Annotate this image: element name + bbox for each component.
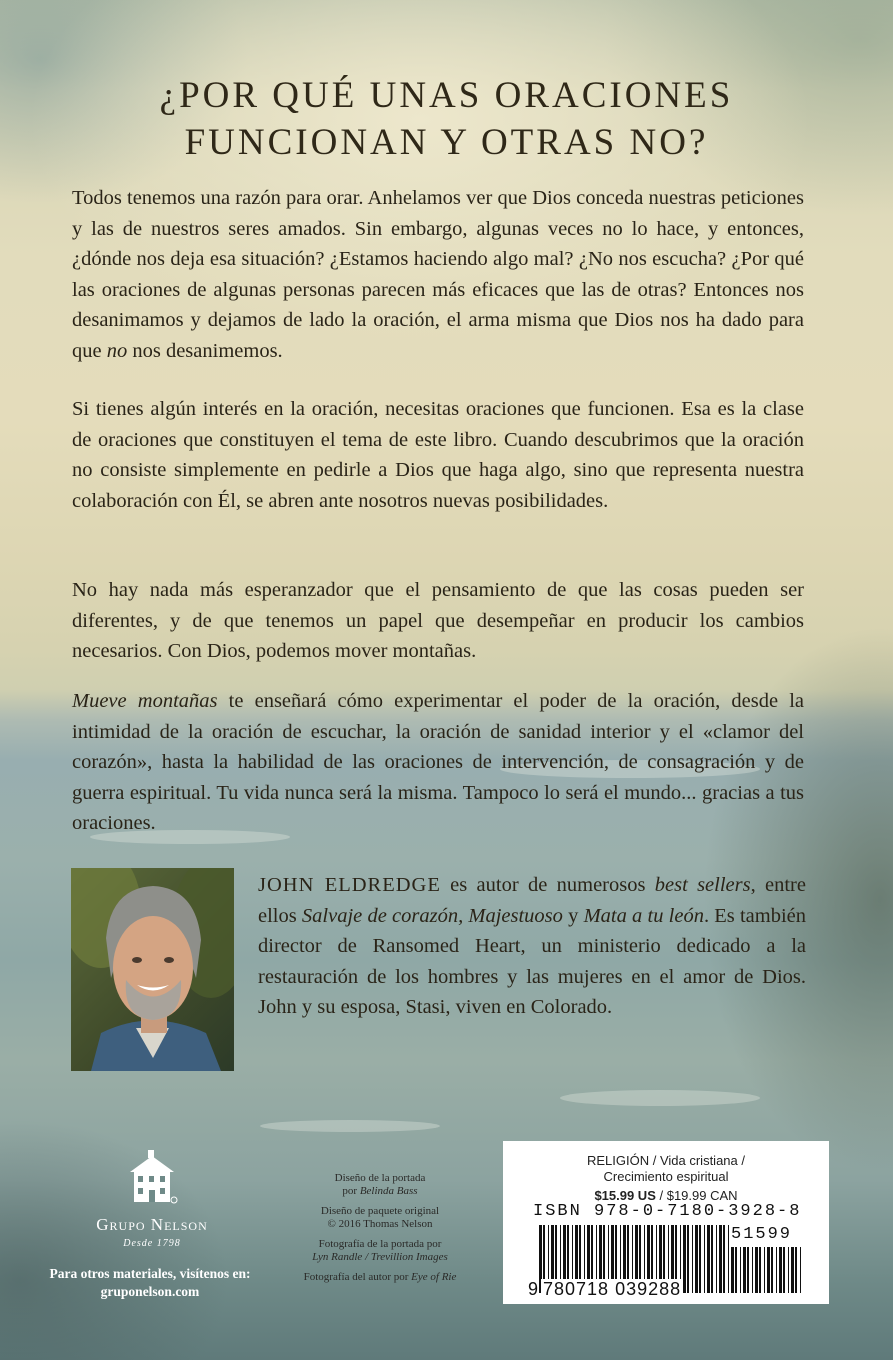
barcode-bar — [791, 1247, 794, 1293]
paragraph-1 — [72, 183, 804, 367]
barcode-box — [503, 1141, 829, 1304]
publisher-logo — [72, 1148, 232, 1249]
barcode-first-digit: 9 — [528, 1279, 539, 1299]
credit-cover-photo — [280, 1238, 480, 1264]
barcode-bar — [788, 1247, 789, 1293]
barcode-bar — [740, 1247, 741, 1293]
visit-label: Para otros materiales, visítenos en: — [49, 1266, 251, 1281]
paragraph-1-text-b: nos desanimemos. — [127, 339, 283, 362]
barcode-bar — [716, 1225, 717, 1293]
credit-author-photo-label: Fotografía del autor por — [303, 1271, 412, 1283]
author-portrait-illustration — [71, 868, 234, 1071]
publisher-website-note — [30, 1265, 270, 1301]
barcode-bar — [747, 1247, 749, 1293]
author-photo — [71, 868, 234, 1071]
credit-cover-photographer — [280, 1251, 480, 1264]
house-icon — [124, 1148, 180, 1206]
paragraph-2: Si tienes algún interés en la oración, necesitas oraciones que funcionen. Esa es la clase de oraciones que constituyen el tema de este libro. Cuando descubrimos que la oración no consiste simplemente en pedirle a Dios que haga algo, sino que representa nuestra colaboración con Él, se abren ante nosotros nuevas posibilidades. — [72, 398, 804, 512]
barcode-bar — [776, 1247, 777, 1293]
barcode-bar — [683, 1225, 686, 1293]
barcode-bar — [755, 1247, 758, 1293]
barcode-bar — [695, 1225, 698, 1293]
barcode-bar — [687, 1225, 689, 1293]
bio-emphasis-2: Salvaje de corazón, Majestuoso — [301, 904, 563, 927]
barcode-bar — [743, 1247, 746, 1293]
barcode-bar — [752, 1247, 753, 1293]
paragraph-3: No hay nada más esperanzador que el pensamiento de que las cosas pueden ser diferentes, y de que tenemos un papel que desempeñar en producir los cambios necesarios. Con Dios, podemos mover montañas. — [72, 579, 804, 663]
barcode-bar — [692, 1225, 693, 1293]
sea-wave — [260, 1120, 440, 1132]
design-credits — [280, 1172, 480, 1291]
credit-cover-design-by — [280, 1185, 480, 1198]
barcode-digits: 780718 039288 — [543, 1279, 682, 1299]
author-bio — [258, 870, 806, 1023]
credit-author-photographer: Eye of Rie — [411, 1271, 457, 1283]
barcode-bar — [731, 1247, 734, 1293]
bisac-category-line-1: RELIGIÓN / Vida cristiana / — [587, 1153, 745, 1168]
barcode-bar — [728, 1225, 729, 1293]
barcode-bar — [723, 1225, 725, 1293]
sea-wave — [560, 1090, 760, 1106]
credit-cover-photographer-name: Lyn Randle / Trevillion Images — [312, 1251, 448, 1263]
headline-line-2: FUNCIONAN Y OTRAS NO? — [184, 122, 709, 163]
price-us: $15.99 US — [594, 1188, 656, 1203]
credit-author-photo — [280, 1271, 480, 1284]
barcode-bar — [707, 1225, 710, 1293]
book-title-emphasis: Mueve montañas — [72, 690, 218, 712]
bio-text-1: es autor de numerosos — [440, 874, 655, 896]
paragraph-4 — [72, 686, 804, 839]
bio-emphasis-1: best sellers — [654, 874, 751, 896]
headline-line-1: ¿POR QUÉ UNAS ORACIONES — [159, 75, 734, 116]
barcode-bar — [767, 1247, 770, 1293]
barcode-bar — [699, 1225, 701, 1293]
paragraph-4-text: te enseñará cómo experimentar el poder de la oración, desde la intimidad de la oración de escuchar, la oración de sanidad interior y el «clamor del corazón», hasta la habilidad de las oraciones de intervención, de consagración y de guerra espiritual. Tu vida nunca será la misma. Tampoco lo será el mundo... gracias a tus oraciones. — [72, 690, 804, 835]
barcode-bar — [704, 1225, 705, 1293]
credit-cover-photo-label: Fotografía de la portada por — [318, 1238, 442, 1250]
barcode-bar — [800, 1247, 801, 1293]
headline — [0, 72, 893, 166]
bio-text-4: . Es también director de Ransomed Heart, un ministerio dedicado a la restauración de los hombres y las mujeres en el amor de Dios. John y su esposa, Stasi, viven en Colorado. — [258, 904, 807, 1019]
paragraph-1-emphasis: no — [106, 339, 128, 362]
isbn-text: ISBN 978-0-7180-3928-8 — [533, 1202, 802, 1221]
barcode-bar — [771, 1247, 773, 1293]
bisac-category — [503, 1153, 829, 1185]
barcode-bar — [759, 1247, 761, 1293]
credit-cover-designer: Belinda Bass — [359, 1185, 418, 1197]
bio-emphasis-3: Mata a tu león — [583, 904, 704, 927]
addon-price-code: 51599 — [731, 1225, 793, 1244]
barcode-bar — [735, 1247, 737, 1293]
price-separator: / — [655, 1188, 667, 1203]
credit-cover-design — [280, 1172, 480, 1198]
barcode-bar — [719, 1225, 722, 1293]
price-can: $19.99 CAN — [666, 1188, 738, 1203]
paragraph-1-text-a: Todos tenemos una razón para orar. Anhelamos ver que Dios conceda nuestras peticiones y las de nuestros seres amados. Sin embargo, algunas veces no lo hace, y entonces, ¿dónde nos deja esa situación? ¿Estamos haciendo algo mal? ¿No nos escucha? ¿Por qué las oraciones de algunas personas parecen más eficaces que las de otras? Entonces nos desanimamos y dejamos de lado la oración, el arma misma que Dios nos ha dado para que — [72, 187, 804, 362]
barcode-bar — [764, 1247, 765, 1293]
credit-package-design — [280, 1205, 480, 1231]
credit-copyright: © 2016 Thomas Nelson — [327, 1218, 433, 1230]
publisher-name: Grupo Nelson — [96, 1215, 208, 1234]
bio-text-2: , entre ellos — [258, 874, 806, 927]
price-line — [503, 1188, 829, 1203]
bisac-category-line-2: Crecimiento espiritual — [603, 1169, 729, 1184]
addon-barcode — [731, 1247, 803, 1293]
author-name: JOHN ELDREDGE — [258, 874, 441, 896]
barcode-bar — [711, 1225, 713, 1293]
credit-package-label: Diseño de paquete original — [320, 1205, 440, 1217]
publisher-since: Desde 1798 — [123, 1238, 181, 1249]
website-link[interactable]: gruponelson.com — [100, 1284, 200, 1299]
bio-text-3: y — [562, 904, 584, 927]
credit-by-text: por — [342, 1185, 360, 1197]
credit-cover-design-label: Diseño de la portada — [334, 1172, 426, 1184]
barcode-bar — [779, 1247, 782, 1293]
barcode-bar — [783, 1247, 785, 1293]
barcode-bar — [795, 1247, 797, 1293]
